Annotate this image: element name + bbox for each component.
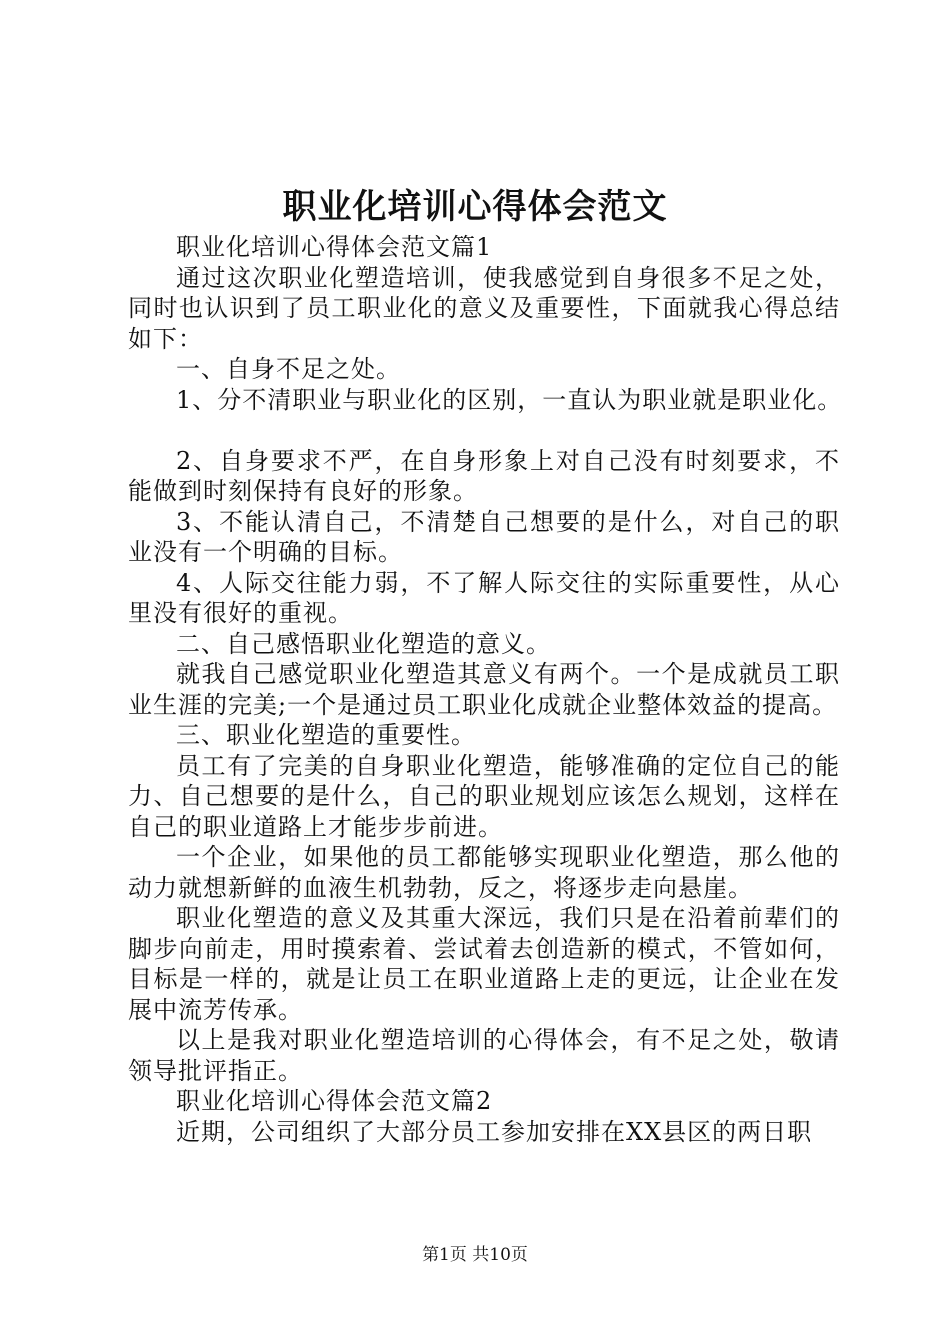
- paragraph-importance-1: 员工有了完美的自身职业化塑造，能够准确的定位自己的能力、自己想要的是什么，自己的职业规划应该怎么规划，这样在自己的职业道路上才能步步前进。: [128, 751, 840, 841]
- list-item-4: 4、人际交往能力弱，不了解人际交往的实际重要性，从心里没有很好的重视。: [128, 568, 840, 627]
- section-heading-importance: 三、职业化塑造的重要性。: [176, 721, 476, 749]
- section-heading-part2: 职业化培训心得体会范文篇2: [176, 1087, 493, 1115]
- section-heading-part1: 职业化培训心得体会范文篇1: [176, 233, 493, 261]
- paragraph-gap: [128, 415, 840, 446]
- page-footer: 第1页 共10页: [422, 1245, 528, 1265]
- paragraph-part2-start: 近期，公司组织了大部分员工参加安排在XX县区的两日职: [176, 1117, 813, 1146]
- section-heading-shortcomings: 一、自身不足之处。: [176, 355, 401, 383]
- section-heading-meaning: 二、自己感悟职业化塑造的意义。: [176, 629, 551, 658]
- paragraph-meaning: 就我自己感觉职业化塑造其意义有两个。一个是成就员工职业生涯的完美;一个是通过员工职业化成就企业整体效益的提高。: [128, 660, 840, 719]
- document-body: [128, 232, 843, 1147]
- paragraph-closing: 以上是我对职业化塑造培训的心得体会，有不足之处，敬请领导批评指正。: [128, 1026, 840, 1085]
- paragraph-intro: 通过这次职业化塑造培训，使我感觉到自身很多不足之处，同时也认识到了员工职业化的意义及重要性，下面就我心得总结如下：: [128, 263, 840, 353]
- list-item-3: 3、不能认清自己，不清楚自己想要的是什么，对自己的职业没有一个明确的目标。: [128, 507, 840, 566]
- document-title: 职业化培训心得体会范文: [282, 187, 668, 227]
- paragraph-importance-3: 职业化塑造的意义及其重大深远，我们只是在沿着前辈们的脚步向前走，用时摸索着、尝试着去创造新的模式，不管如何，目标是一样的，就是让员工在职业道路上走的更远，让企业在发展中流芳传承。: [128, 904, 840, 1024]
- list-item-1: 1、分不清职业与职业化的区别，一直认为职业就是职业化。: [176, 385, 843, 414]
- paragraph-importance-2: 一个企业，如果他的员工都能够实现职业化塑造，那么他的动力就想新鲜的血液生机勃勃，反之，将逐步走向悬崖。: [128, 843, 840, 902]
- list-item-2: 2、自身要求不严，在自身形象上对自己没有时刻要求，不能做到时刻保持有良好的形象。: [128, 446, 840, 505]
